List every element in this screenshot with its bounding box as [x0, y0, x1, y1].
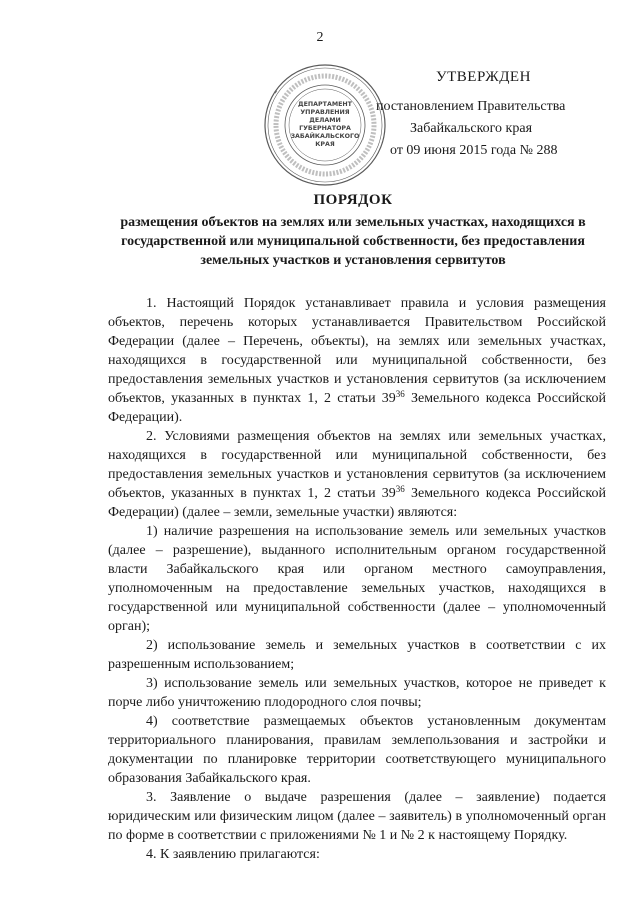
superscript: 36: [395, 389, 405, 399]
paragraph: 4) соответствие размещаемых объектов установленным документам территориального планирования, правилам землепользования и застройки и документации по планировке территории соответствующего муниципального образования Забайкальского края.: [108, 714, 606, 786]
seal-inner-line: УПРАВЛЕНИЯ: [300, 109, 350, 116]
approval-line: постановлением Правительства: [376, 99, 566, 114]
approval-line: Забайкальского края: [410, 121, 533, 136]
seal-inner-line: ДЕЛАМИ: [309, 117, 341, 124]
paragraph: 3. Заявление о выдаче разрешения (далее – заявление) подается юридическим или физическим лицом (далее – заявитель) в уполномоченный орган по форме в соответствии с приложениями № 1 и № 2 к настоящему Порядку.: [108, 790, 606, 843]
document-title-block: [100, 192, 606, 270]
page-number: 2: [316, 30, 324, 45]
seal-inner-line: ГУБЕРНАТОРА: [299, 125, 351, 132]
superscript: 36: [395, 484, 405, 494]
document-title: ПОРЯДОК: [313, 192, 393, 208]
paragraph: 2) использование земель и земельных участков в соответствии с их разрешенным использованием;: [108, 638, 606, 672]
document-subtitle: размещения объектов на землях или земельных участках, находящихся в государственной или муниципальной собственности, без предоставления земельных участков и установления сервитутов: [120, 215, 586, 268]
paragraph: 1) наличие разрешения на использование земель или земельных участков (далее – разрешение), выданного исполнительным органом государственной власти Забайкальского края или органом местного самоуправления, уполномоченным на предоставление земельных участков, находящихся в государственной или муниципальной собственности (далее – уполномоченный орган);: [108, 524, 606, 634]
paragraph-text: 1. Настоящий Порядок устанавливает правила и условия размещения объектов, перечень которых устанавливается Правительством Российской Федерации (далее – Перечень, объекты), на землях или земельных участках, находящихся в государственной или муниципальной собственности, без предоставления земельных участков и установления сервитутов (за исключением объектов, указанных в пунктах 1, 2 статьи 39: [108, 296, 606, 406]
official-seal-icon: [262, 62, 388, 188]
seal-inner-line: ДЕПАРТАМЕНТ: [298, 101, 352, 108]
paragraph-text: 2. Условиями размещения объектов на землях или земельных участках, находящихся в государственной или муниципальной собственности, без предоставления земельных участков и установления сервитутов (за исключением объектов, указанных в пунктах 1, 2 статьи 39: [108, 429, 606, 501]
document-body: [108, 294, 606, 864]
approval-title: УТВЕРЖДЕН: [436, 69, 531, 85]
approval-line: от 09 июня 2015 года № 288: [390, 143, 558, 158]
paragraph: 4. К заявлению прилагаются:: [146, 847, 320, 862]
seal-inner-line: ЗАБАЙКАЛЬСКОГО: [290, 133, 360, 140]
paragraph: [108, 294, 606, 427]
paragraph-text: Земельного кодекса Российской Федерации).: [108, 391, 606, 425]
paragraph: [108, 427, 606, 522]
paragraph: 3) использование земель или земельных участков, которое не приведет к порче либо уничтожению плодородного слоя почвы;: [108, 676, 606, 710]
seal-inner-line: КРАЯ: [315, 141, 335, 148]
paragraph-text: Земельного кодекса Российской Федерации) (далее – земли, земельные участки) являются:: [108, 486, 606, 520]
